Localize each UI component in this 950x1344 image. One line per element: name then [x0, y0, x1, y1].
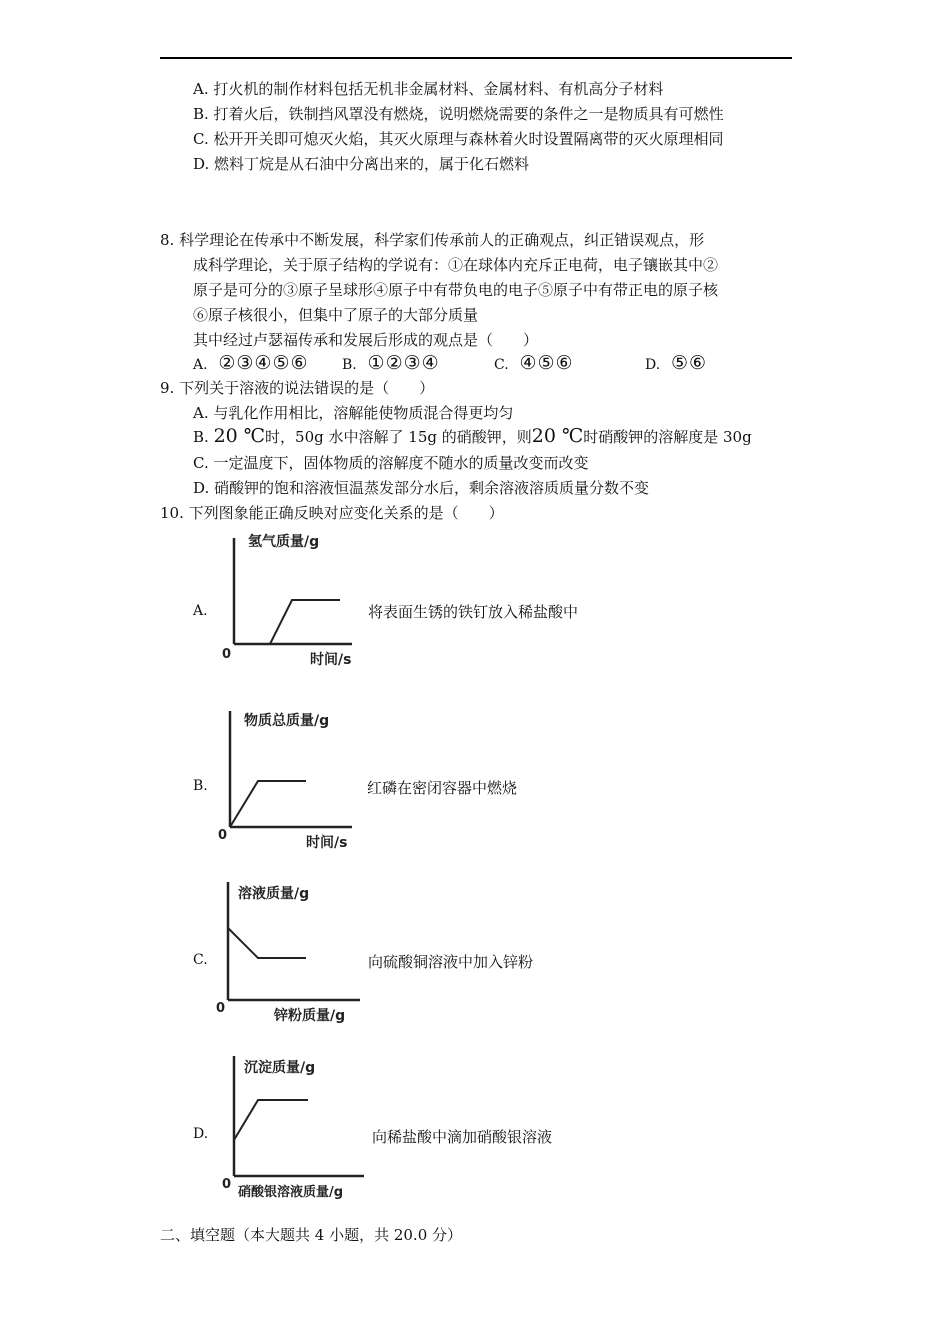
x-axis-label: 时间/s — [306, 835, 348, 851]
header-rule — [160, 57, 792, 59]
q8-stem-line2: 成科学理论，关于原子结构的学说有：①在球体内充斥正电荷，电子镶嵌其中② — [193, 256, 719, 274]
q10-caption-d: 向稀盐酸中滴加硝酸银溶液 — [372, 1128, 553, 1146]
q9-option-c: C. 一定温度下，固体物质的溶解度不随水的质量改变而改变 — [193, 454, 589, 472]
q8-option-d — [645, 353, 707, 375]
q10-stem: 10. 下列图象能正确反映对应变化关系的是（ ） — [160, 504, 504, 522]
origin-label: 0 — [222, 647, 232, 662]
q8-stem-line4: ⑥原子核很小，但集中了原子的大部分质量 — [193, 306, 479, 324]
q8-option-a — [193, 353, 309, 375]
q7-option-a: A. 打火机的制作材料包括无机非金属材料、金属材料、有机高分子材料 — [193, 80, 664, 98]
q10-option-c-label: C. — [193, 952, 208, 968]
q10-graph-b — [212, 703, 362, 853]
q10-graph-a — [212, 528, 362, 670]
q9-option-b-mid: 时，50g 水中溶解了 15g 的硝酸钾，则 — [265, 428, 532, 446]
q8-option-b-label: B. — [342, 357, 357, 373]
q9-stem: 9. 下列关于溶液的说法错误的是（ ） — [160, 379, 435, 397]
q8-option-a-value: ②③④⑤⑥ — [218, 352, 309, 374]
q8-stem-line1: 8. 科学理论在传承中不断发展，科学家们传承前人的正确观点，纠正错误观点，形 — [160, 231, 705, 249]
q8-stem-line3: 原子是可分的③原子呈球形④原子中有带负电的电子⑤原子中有带正电的原子核 — [193, 281, 719, 299]
q7-option-c: C. 松开开关即可熄灭火焰，其灭火原理与森林着火时设置隔离带的灭火原理相同 — [193, 130, 724, 148]
origin-label: 0 — [218, 828, 228, 843]
q10-option-b-label: B. — [193, 778, 208, 794]
q8-option-d-label: D. — [645, 357, 661, 373]
origin-label: 0 — [216, 1001, 226, 1016]
y-axis-label: 氢气质量/g — [248, 534, 320, 550]
q10-option-d-label: D. — [193, 1126, 209, 1142]
q10-option-a-label: A. — [193, 603, 208, 619]
q10-caption-a: 将表面生锈的铁钉放入稀盐酸中 — [368, 603, 579, 621]
q8-option-c-label: C. — [494, 357, 509, 373]
q8-option-a-label: A. — [193, 357, 208, 373]
q9-option-d: D. 硝酸钾的饱和溶液恒温蒸发部分水后，剩余溶液溶质质量分数不变 — [193, 479, 650, 497]
q10-graph-c — [212, 876, 372, 1026]
data-curve — [270, 600, 340, 644]
section-heading-fill-in: 二、填空题（本大题共 4 小题，共 20.0 分） — [160, 1226, 463, 1244]
q10-caption-b: 红磷在密闭容器中燃烧 — [367, 779, 518, 797]
q8-option-c-value: ④⑤⑥ — [519, 352, 574, 374]
q9-option-b — [193, 426, 752, 447]
q9-option-b-temp2: 20 ℃ — [531, 425, 584, 447]
q8-option-b — [342, 353, 440, 375]
x-axis-label: 时间/s — [310, 652, 352, 668]
q9-option-b-temp1: 20 ℃ — [213, 425, 266, 447]
data-curve — [228, 928, 306, 958]
q9-option-b-prefix: B. — [193, 428, 214, 446]
data-curve — [230, 781, 306, 827]
q8-option-d-value: ⑤⑥ — [670, 352, 708, 374]
data-curve — [234, 1100, 308, 1140]
q10-caption-c: 向硫酸铜溶液中加入锌粉 — [368, 953, 534, 971]
q9-option-a: A. 与乳化作用相比，溶解能使物质混合得更均匀 — [193, 404, 514, 422]
q8-option-b-value: ①②③④ — [367, 352, 440, 374]
y-axis-label: 物质总质量/g — [244, 713, 330, 729]
origin-label: 0 — [222, 1177, 232, 1192]
q7-option-b: B. 打着火后，铁制挡风罩没有燃烧，说明燃烧需要的条件之一是物质具有可燃性 — [193, 105, 724, 123]
x-axis-label: 锌粉质量/g — [274, 1008, 346, 1024]
x-axis-label: 硝酸银溶液质量/g — [238, 1185, 344, 1200]
q8-option-c — [494, 353, 574, 375]
q10-graph-d — [212, 1050, 372, 1202]
q9-option-b-suffix: 时硝酸钾的溶解度是 30g — [583, 428, 752, 446]
q7-option-d: D. 燃料丁烷是从石油中分离出来的，属于化石燃料 — [193, 155, 530, 173]
y-axis-label: 沉淀质量/g — [244, 1060, 316, 1076]
y-axis-label: 溶液质量/g — [238, 886, 310, 902]
q8-stem-line5: 其中经过卢瑟福传承和发展后形成的观点是（ ） — [193, 331, 539, 349]
